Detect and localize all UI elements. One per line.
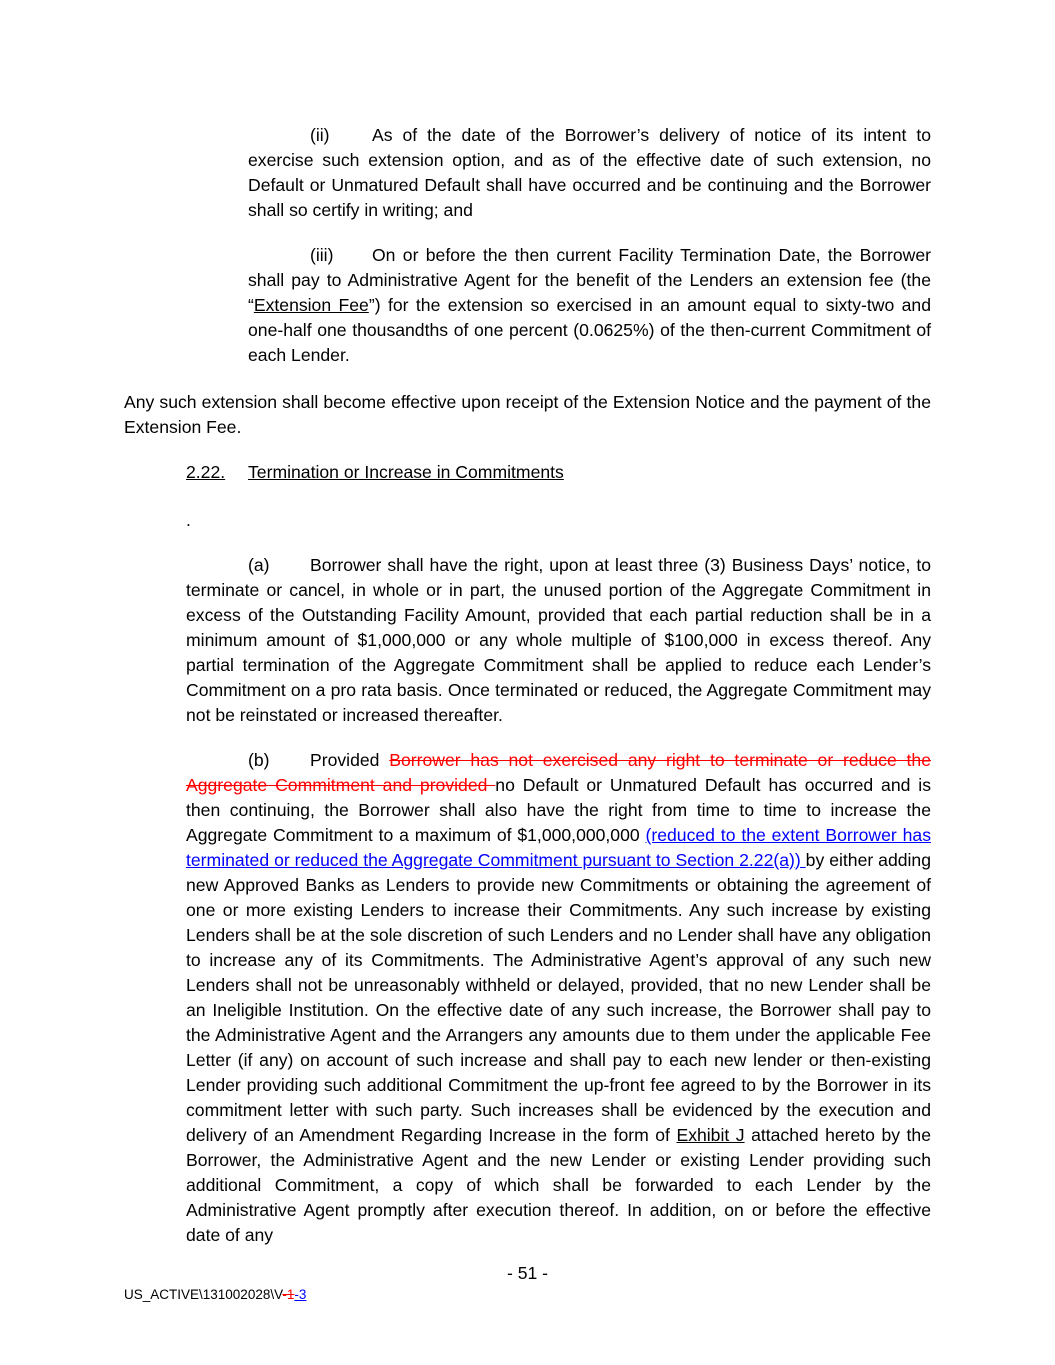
inserted-redline-text: (reduced to the extent Borrower has terminated or reduced the Aggregate Commitment pursuant to Section 2.22(a)) bbox=[186, 825, 931, 870]
clause-b-text-2: by either adding new Approved Banks as Lenders to provide new Commitments or obtaining the agreement of one or more existing Lenders to increase their Commitments. Any such increase by existing Lenders shall be at the sole discretion of such Lenders and no Lender shall have any obligation to increase any of its Commitments. The Administrative Agent’s approval of any such new Lenders shall not be unreasonably withheld or delayed, provided, that no new Lender shall be an Ineligible Institution. On the effective date of any such increase, the Borrower shall pay to the Administrative Agent and the Arrangers any amounts due to them under the applicable Fee Letter (if any) on account of such increase and shall pay to each new lender or then-existing Lender providing such additional Commitment the up-front fee agreed to by the Borrower in its commitment letter with such party. Such increases shall be evidenced by the execution and delivery of an Amendment Regarding Increase in the form of bbox=[186, 850, 931, 1145]
clause-b-paragraph bbox=[186, 748, 931, 1248]
clause-b-label: (b) bbox=[248, 750, 270, 770]
section-number: 2.22. bbox=[186, 462, 226, 482]
page-number: - 51 - bbox=[506, 1263, 549, 1283]
exhibit-j-reference: Exhibit J bbox=[676, 1125, 745, 1145]
deleted-redline-text: Borrower has not exercised any right to terminate or reduce the Aggregate Commitment and provided bbox=[186, 750, 931, 795]
version-inserted: -3 bbox=[294, 1287, 307, 1302]
clause-iii-label: (iii) bbox=[310, 245, 334, 265]
clause-ii-label: (ii) bbox=[310, 125, 330, 145]
document-id bbox=[124, 1286, 306, 1304]
clause-iii-paragraph bbox=[248, 243, 931, 368]
extension-fee-term: Extension Fee bbox=[253, 295, 369, 315]
version-deleted: -1 bbox=[282, 1287, 295, 1302]
clause-iii-text-before: On or before the then current Facility Termination Date, the Borrower shall pay to Administrative Agent for the benefit of the Lenders an extension fee (the “ bbox=[248, 245, 931, 315]
document-id-prefix: US_ACTIVE\131002028\V bbox=[124, 1287, 283, 1302]
clause-iii-text-after: ”) for the extension so exercised in an amount equal to sixty-two and one-half one thousandths of one percent (0.0625%) of the then-current Commitment of each Lender. bbox=[248, 295, 931, 365]
clause-a-label: (a) bbox=[248, 555, 270, 575]
section-title: Termination or Increase in Commitments bbox=[248, 462, 564, 482]
clause-ii-paragraph bbox=[248, 123, 931, 223]
clause-b-provided: Provided bbox=[310, 750, 390, 770]
extension-effective-paragraph: Any such extension shall become effective upon receipt of the Extension Notice and the payment of the Extension Fee. bbox=[124, 392, 931, 437]
clause-a-paragraph bbox=[186, 553, 931, 728]
section-heading bbox=[186, 460, 564, 485]
stray-period: . bbox=[186, 510, 191, 530]
clause-b-text-1: no Default or Unmatured Default has occurred and is then continuing, the Borrower shall also have the right from time to time to increase the Aggregate Commitment to a maximum of $1,000,000,000 bbox=[186, 775, 931, 845]
clause-ii-text: As of the date of the Borrower’s delivery of notice of its intent to exercise such extension option, and as of the effective date of such extension, no Default or Unmatured Default shall have occurred and be continuing and the Borrower shall so certify in writing; and bbox=[248, 125, 931, 220]
clause-a-text: Borrower shall have the right, upon at least three (3) Business Days’ notice, to terminate or cancel, in whole or in part, the unused portion of the Aggregate Commitment in excess of the Outstanding Facility Amount, provided that each partial reduction shall be in a minimum amount of $1,000,000 or any whole multiple of $100,000 in excess thereof. Any partial termination of the Aggregate Commitment shall be applied to reduce each Lender’s Commitment on a pro rata basis. Once terminated or reduced, the Aggregate Commitment may not be reinstated or increased thereafter. bbox=[186, 555, 931, 725]
clause-b-text-3: attached hereto by the Borrower, the Administrative Agent and the new Lender or existing Lender providing such additional Commitment, a copy of which shall be forwarded to each Lender by the Administrative Agent promptly after execution thereof. In addition, on or before the effective date of any bbox=[186, 1125, 931, 1245]
